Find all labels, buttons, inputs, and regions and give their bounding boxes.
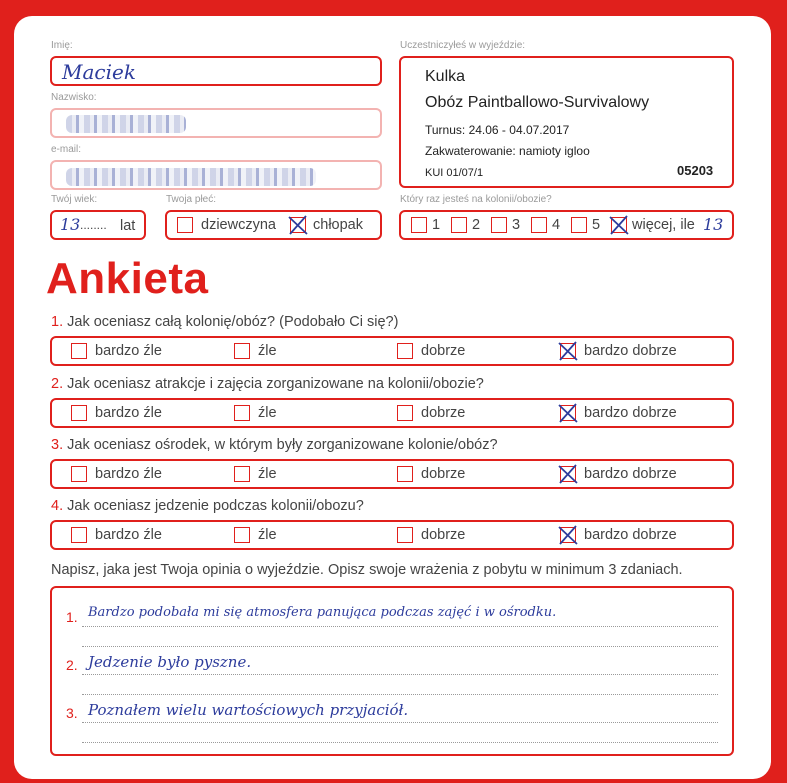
answer-group-1 (50, 336, 734, 366)
question-text: Jak oceniasz ośrodek, w którym były zorganizowane kolonie/obóz? (67, 437, 498, 453)
question-3 (51, 437, 498, 453)
answer-label-very-bad: bardzo źle (95, 343, 162, 359)
answer-label-bad: źle (258, 527, 277, 543)
answer-label-good: dobrze (421, 343, 466, 359)
time-checkbox-3[interactable] (491, 217, 507, 233)
answer-label-very-bad: bardzo źle (95, 527, 162, 543)
redacted-email (66, 168, 316, 186)
gender-label-boy: chłopak (313, 217, 363, 233)
time-count-value: 13 (703, 215, 724, 234)
name-label: Imię: (51, 40, 73, 51)
answer-label-bad: źle (258, 466, 277, 482)
answer-checkbox-very-bad[interactable] (71, 527, 87, 543)
answer-label-very-good: bardzo dobrze (584, 405, 677, 421)
question-text: Jak oceniasz całą kolonię/obóz? (Podobało Ci się?) (67, 314, 399, 330)
opinion-box[interactable] (50, 586, 734, 756)
opinion-number: 1. (66, 609, 78, 625)
gender-checkbox-boy[interactable] (290, 217, 306, 233)
camp-title: Obóz Paintballowo-Survivalowy (425, 94, 650, 111)
surname-field[interactable] (50, 108, 382, 138)
question-2 (51, 376, 484, 392)
opinion-number: 3. (66, 705, 78, 721)
question-text: Jak oceniasz jedzenie podczas kolonii/obozu? (67, 498, 364, 514)
gender-label-girl: dziewczyna (201, 217, 276, 233)
camp-turnus: Turnus: 24.06 - 04.07.2017 (425, 123, 570, 137)
time-checkbox-4[interactable] (531, 217, 547, 233)
which-time-group (399, 210, 734, 240)
question-number: 1. (51, 314, 64, 330)
check-mark-icon (557, 463, 579, 485)
time-label-4: 4 (552, 217, 561, 233)
opinion-text: Poznałem wielu wartościowych przyjaciół. (88, 701, 409, 719)
gender-checkbox-girl[interactable] (177, 217, 193, 233)
email-field[interactable] (50, 160, 382, 190)
question-number: 4. (51, 498, 64, 514)
time-label-3: 3 (512, 217, 521, 233)
camp-info-box (399, 56, 734, 188)
answer-checkbox-very-good[interactable] (560, 343, 576, 359)
redacted-surname (66, 115, 186, 133)
writing-line (82, 694, 718, 695)
writing-line (82, 722, 718, 723)
opinion-text: Bardzo podobała mi się atmosfera panująca podczas zajęć i w ośrodku. (88, 605, 557, 620)
answer-group-4 (50, 520, 734, 550)
answer-label-very-bad: bardzo źle (95, 466, 162, 482)
camp-number: 05203 (677, 163, 714, 178)
camp-name: Kulka (425, 68, 466, 85)
answer-checkbox-very-bad[interactable] (71, 343, 87, 359)
question-text: Jak oceniasz atrakcje i zajęcia zorganizowane na kolonii/obozie? (67, 376, 484, 392)
answer-checkbox-bad[interactable] (234, 527, 250, 543)
answer-checkbox-good[interactable] (397, 527, 413, 543)
check-mark-icon (557, 340, 579, 362)
answer-checkbox-good[interactable] (397, 405, 413, 421)
opinion-number: 2. (66, 657, 78, 673)
answer-label-very-good: bardzo dobrze (584, 466, 677, 482)
time-label-more: więcej, ile (632, 217, 695, 233)
camp-code: KUI 01/07/1 (425, 167, 484, 179)
surname-label: Nazwisko: (51, 92, 97, 103)
question-number: 3. (51, 437, 64, 453)
participant-label: Uczestniczyłeś w wyjeździe: (400, 40, 526, 51)
time-label-2: 2 (472, 217, 481, 233)
answer-label-very-good: bardzo dobrze (584, 527, 677, 543)
answer-checkbox-bad[interactable] (234, 405, 250, 421)
gender-group (165, 210, 382, 240)
time-checkbox-2[interactable] (451, 217, 467, 233)
answer-label-very-bad: bardzo źle (95, 405, 162, 421)
question-1 (51, 314, 398, 330)
check-mark-icon (287, 214, 309, 236)
answer-label-bad: źle (258, 405, 277, 421)
answer-group-2 (50, 398, 734, 428)
name-value: Maciek (62, 60, 136, 84)
which-time-label: Który raz jesteś na kolonii/obozie? (400, 194, 552, 205)
answer-label-good: dobrze (421, 466, 466, 482)
answer-checkbox-very-bad[interactable] (71, 466, 87, 482)
years-label: lat (120, 218, 136, 234)
answer-checkbox-very-good[interactable] (560, 405, 576, 421)
answer-checkbox-good[interactable] (397, 343, 413, 359)
age-dots: ........ (80, 218, 107, 232)
check-mark-icon (557, 524, 579, 546)
time-label-1: 1 (432, 217, 441, 233)
answer-label-bad: źle (258, 343, 277, 359)
answer-checkbox-very-good[interactable] (560, 466, 576, 482)
answer-label-very-good: bardzo dobrze (584, 343, 677, 359)
age-label: Twój wiek: (51, 194, 98, 205)
time-checkbox-5[interactable] (571, 217, 587, 233)
answer-label-good: dobrze (421, 405, 466, 421)
answer-checkbox-good[interactable] (397, 466, 413, 482)
check-mark-icon (608, 214, 630, 236)
check-mark-icon (557, 402, 579, 424)
answer-checkbox-bad[interactable] (234, 343, 250, 359)
time-checkbox-more[interactable] (611, 217, 627, 233)
answer-label-good: dobrze (421, 527, 466, 543)
survey-title: Ankieta (46, 254, 209, 303)
question-number: 2. (51, 376, 64, 392)
email-label: e-mail: (51, 144, 82, 155)
answer-checkbox-very-bad[interactable] (71, 405, 87, 421)
camp-accommodation: Zakwaterowanie: namioty igloo (425, 144, 590, 158)
answer-checkbox-very-good[interactable] (560, 527, 576, 543)
age-field[interactable] (50, 210, 146, 240)
writing-line (82, 742, 718, 743)
answer-checkbox-bad[interactable] (234, 466, 250, 482)
survey-sheet (14, 16, 771, 779)
writing-line (82, 626, 718, 627)
opinion-prompt: Napisz, jaka jest Twoja opinia o wyjeździe. Opisz swoje wrażenia z pobytu w minimum 3 zdaniach. (51, 562, 683, 578)
question-4 (51, 498, 364, 514)
opinion-text: Jedzenie było pyszne. (88, 653, 252, 671)
writing-line (82, 674, 718, 675)
age-value: 13 (60, 215, 81, 234)
gender-label: Twoja płeć: (166, 194, 217, 205)
time-label-5: 5 (592, 217, 601, 233)
name-field[interactable] (50, 56, 382, 86)
answer-group-3 (50, 459, 734, 489)
writing-line (82, 646, 718, 647)
time-checkbox-1[interactable] (411, 217, 427, 233)
